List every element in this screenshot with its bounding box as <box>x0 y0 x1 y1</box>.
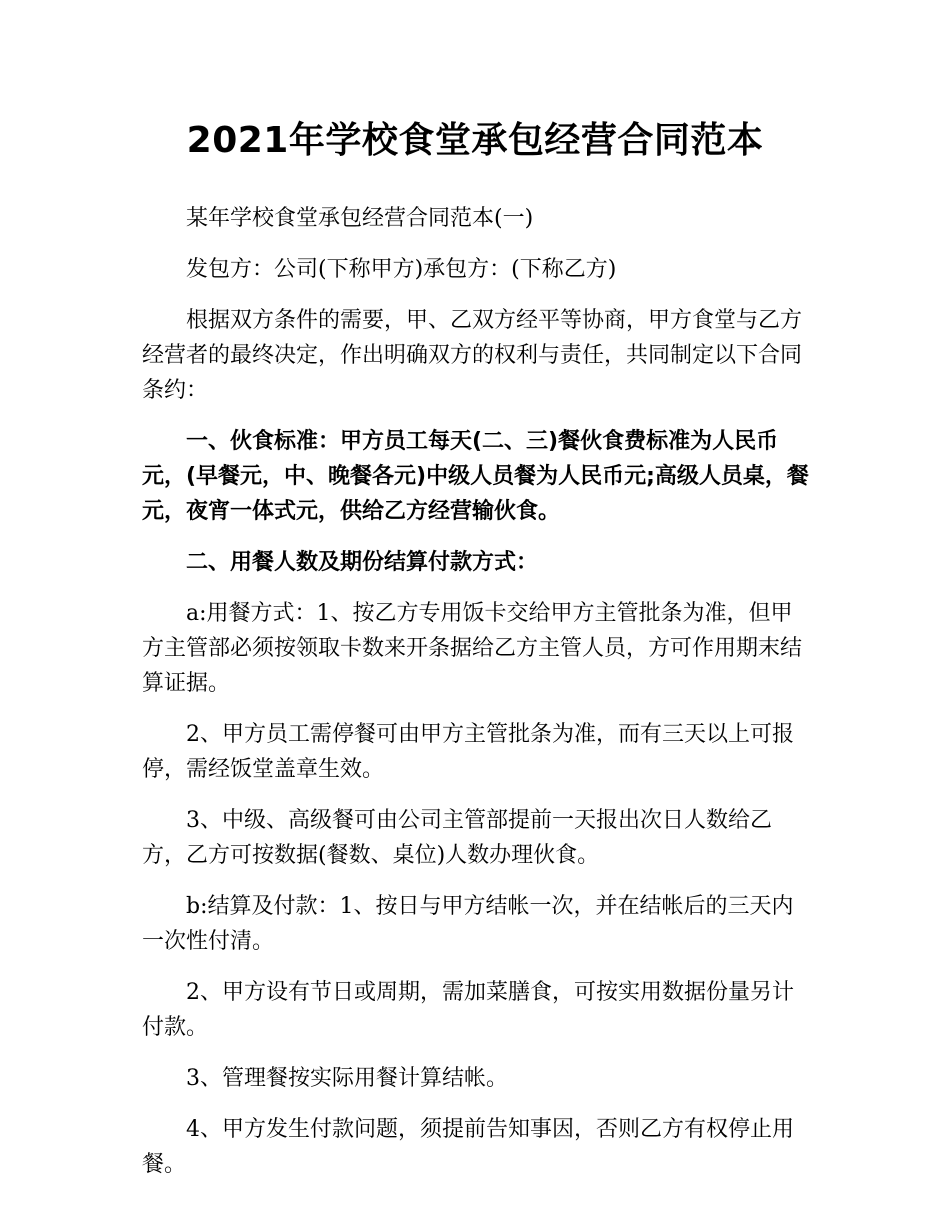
document-title: 2021年学校食堂承包经营合同范本 <box>186 120 764 161</box>
section-heading-paragraph: 二、用餐人数及期份结算付款方式： <box>186 550 539 575</box>
body-paragraph: 根据双方条件的需要，甲、乙双方经平等协商，甲方食堂与乙方经营者的最终决定，作出明确双方的权利与责任，共同制定以下合同条约： <box>142 308 803 403</box>
document-body <box>142 201 812 1198</box>
body-paragraph: a:用餐方式：1、按乙方专用饭卡交给甲方主管批条为准，但甲方主管部必须按领取卡数来开条据给乙方主管人员，方可作用期末结算证据。 <box>142 601 803 696</box>
body-paragraph: 3、管理餐按实际用餐计算结帐。 <box>186 1066 508 1091</box>
section-heading-paragraph: 一、伙食标准：甲方员工每天(二、三)餐伙食费标准为人民币元，(早餐元，中、晚餐各元)中级人员餐为人民币元;高级人员桌，餐元，夜宵一体式元，供给乙方经营输伙食。 <box>142 429 809 524</box>
body-paragraph: 发包方：公司(下称甲方)承包方：(下称乙方) <box>186 257 617 282</box>
body-paragraph: 2、甲方员工需停餐可由甲方主管批条为准，而有三天以上可报停，需经饭堂盖章生效。 <box>142 722 794 782</box>
body-paragraph: 某年学校食堂承包经营合同范本(一) <box>186 206 534 231</box>
body-paragraph: 2、甲方设有节日或周期，需加菜膳食，可按实用数据份量另计付款。 <box>142 980 794 1040</box>
body-paragraph: 4、甲方发生付款问题，须提前告知事因，否则乙方有权停止用餐。 <box>142 1117 794 1177</box>
body-paragraph: 3、中级、高级餐可由公司主管部提前一天报出次日人数给乙方，乙方可按数据(餐数、桌位)人数办理伙食。 <box>142 808 772 868</box>
body-paragraph: b:结算及付款：1、按日与甲方结帐一次，并在结帐后的三天内一次性付清。 <box>142 894 794 954</box>
